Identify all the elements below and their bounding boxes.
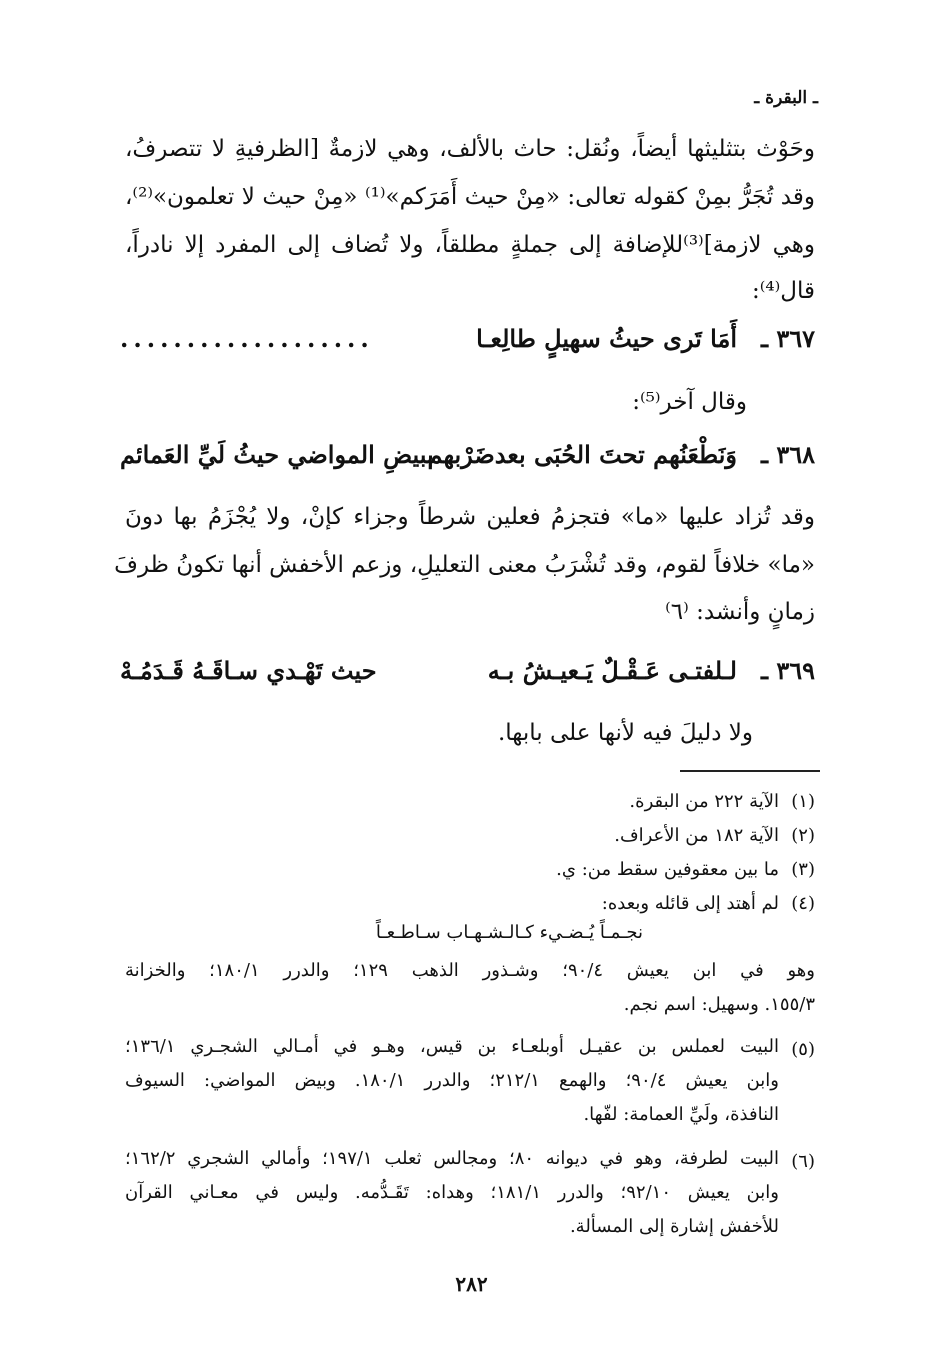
footnote-number: (٤) [791,893,815,914]
verse-hemistich-2: حيث تَهْـدي سـاقَـهُ قَـدَمُـهْ [120,656,377,685]
verse-number: ٣٦٧ ـ [760,324,815,353]
verse-hemistich-1: لـلفتـى عَـقْـلٌ يَـعيـشُ بـه [487,656,737,685]
footnote-6-line: البيت لطرفة، وهو في ديوانه ٨٠؛ ومجالس ثعلب ١٩٧/١؛ وأمالي الشجري ١٦٢/٢؛ [125,1148,779,1169]
page-number: ٢٨٢ [455,1272,488,1296]
footnote-5-line: النافذة، ولَيِّ العمامة: لفّها. [583,1104,779,1125]
paragraph-line: وقد تُجَرُّ بمِنْ كقوله تعالى: «مِنْ حيث أَمَرَكم»⁽¹⁾ «مِنْ حيث لا تعلمون»⁽²⁾، [125,184,815,210]
footnote-5-line: البيت لعملس بن عقيـل أوبلعـاء بن قيس، وهـو في أمـالي الشجـري ١٣٦/١؛ [125,1036,779,1057]
verse-hemistich-2: ................... [120,324,374,353]
footnote-number: (٥) [791,1039,815,1060]
footnote-number: (٢) [791,825,815,846]
footnote-6-line: للأخفش إشارة إلى المسألة. [569,1216,779,1237]
paragraph-line: قال⁽⁴⁾: [751,278,815,304]
footnote-text: ما بين معقوفين سقط من: ي. [556,859,779,880]
verse-hemistich-1: وَنَطْعَنُهم تحتَ الحُبَى بعدضَرْبهم [427,440,737,469]
footnote-number: (٦) [791,1151,815,1172]
verse-number: ٣٦٩ ـ [760,656,815,685]
verse-hemistich-2: ببيضِ المواضي حيثُ لَيِّ العَمائم [120,440,434,469]
verse-number: ٣٦٨ ـ [760,440,815,469]
paragraph-line: وحَوْث بتثليثها أيضاً، ونُقل: حاث بالألف، وهي لازمةٌ [الظرفيةِ لا تتصرفُ، [125,136,815,162]
footnote-text: لم أهتد إلى قائله وبعده: [601,893,779,914]
paragraph-line: «ما» خلافاً لقوم، وقد تُشْرَبُ معنى التعليلِ، وزعم الأخفش أنها تكونُ ظرفَ [114,552,815,578]
footnote-number: (٣) [791,859,815,880]
paragraph-line: وقد تُزاد عليها «ما» فتجزمُ فعلين شرطاً وجزاء كإنْ، ولا يُجْزَمُ بها دونَ [125,504,815,530]
verse-hemistich-1: أَمَا تَرى حيثُ سهيلٍ طالِعـا [476,324,737,353]
paragraph-line: وهي لازمة]⁽³⁾للإضافة إلى جملةٍ مطلقاً، ولا تُضاف إلى المفرد إلا نادراً، [125,232,815,258]
footnote-4-continuation: ١٥٥/٣. وسهيل: اسم نجم. [623,994,815,1015]
footnote-separator [680,770,820,772]
footnote-text: الآية ١٨٢ من الأعراف. [614,825,779,846]
footnote-number: (١) [791,791,815,812]
paragraph-line: زمانٍ وأنشد: ⁽٦⁾ [665,599,815,625]
footnote-6-line: وابن يعيش ٩٢/١٠؛ والدرر ١٨١/١؛ وهداه: تَقَـدُّمه. وليس في معـاني القرآن [125,1182,779,1203]
footnote-5-line: وابن يعيش ٩٠/٤؛ والهمع ٢١٢/١؛ والدرر ١٨٠/١. وبيض المواضي: السيوف [125,1070,779,1091]
other-poet-intro: وقال آخر⁽⁵⁾: [632,389,747,415]
footnote-4-verse: نجـمـاً يُـضـيء كـالـشـهـاب سـاطـعـاً [375,922,643,943]
footnote-4-continuation: وهو في ابن يعيش ٩٠/٤؛ وشـذور الذهب ١٢٩؛ والدرر ١٨٠/١؛ والخزانة [125,960,815,981]
running-header: ـ البقرة ـ [754,88,818,108]
footnote-text: الآية ٢٢٢ من البقرة. [629,791,779,812]
closing-sentence: ولا دليلَ فيه لأنها على بابها. [497,720,753,746]
